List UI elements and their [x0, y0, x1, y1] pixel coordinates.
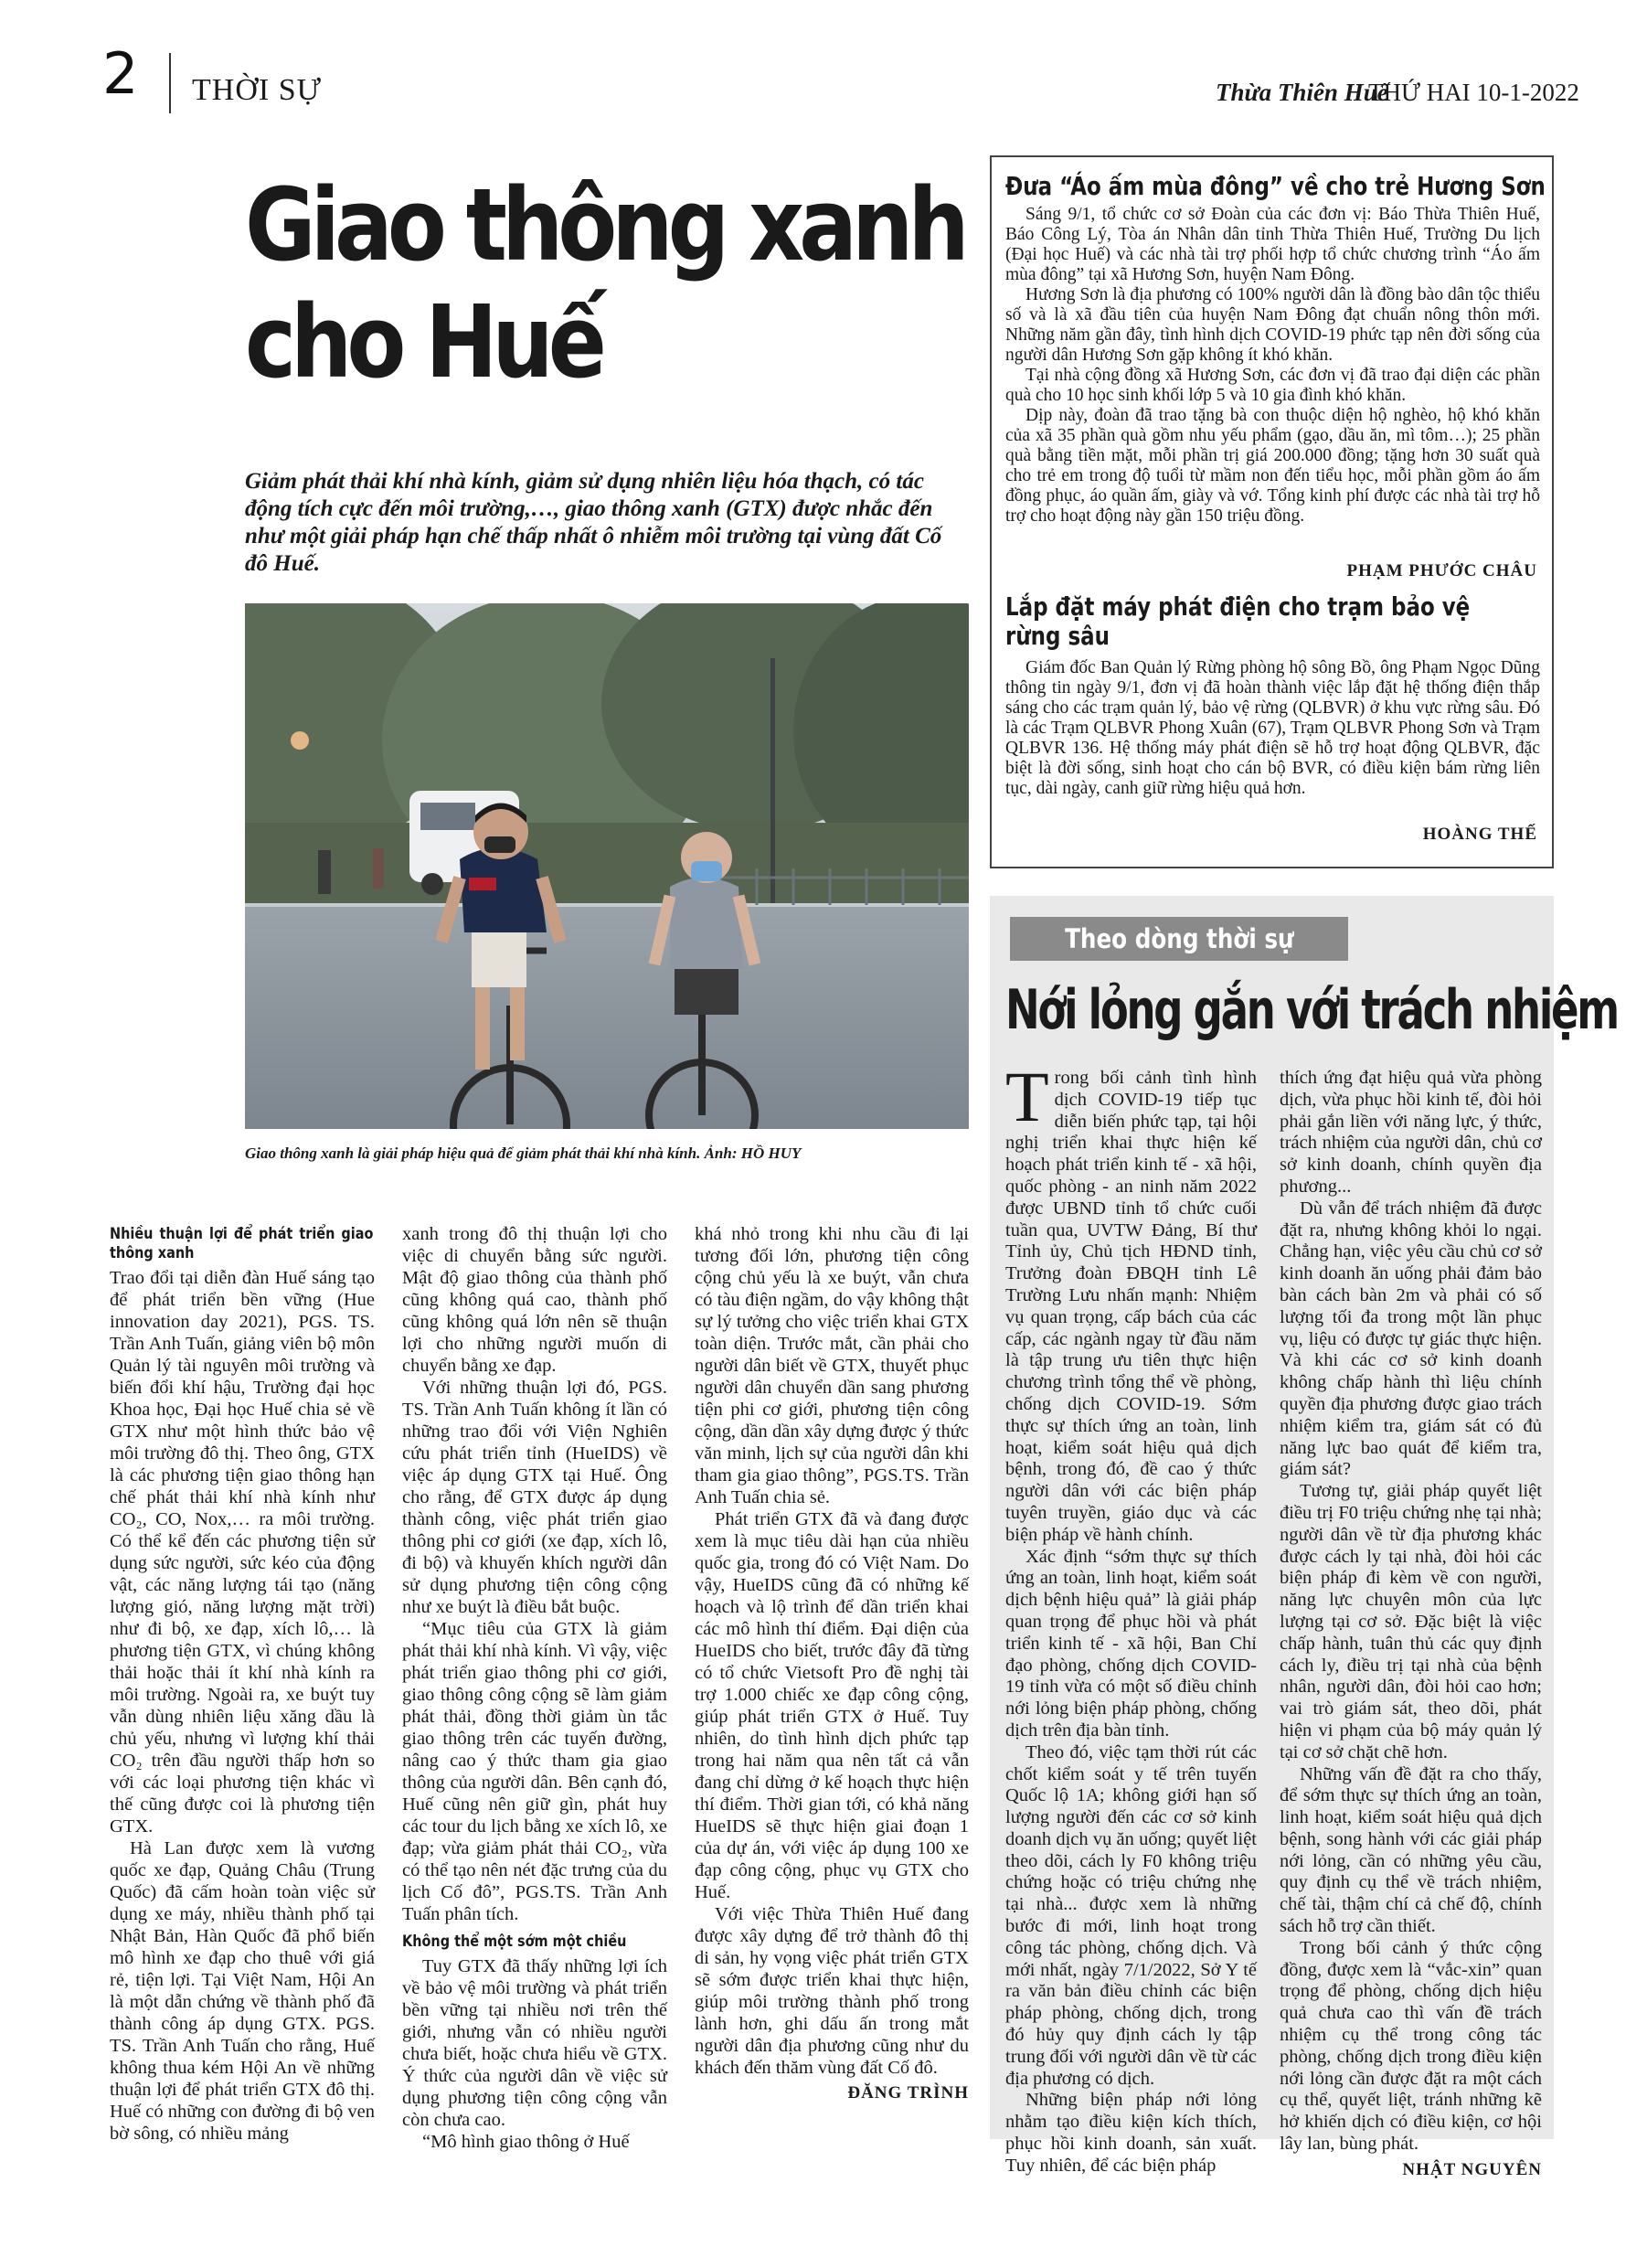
brief-2-title-line-1: Lắp đặt máy phát điện cho trạm bảo vệ — [1005, 591, 1471, 622]
subhead-2: Không thể một sớm một chiều — [402, 1933, 627, 1951]
photo-caption: Giao thông xanh là giải pháp hiệu quả để giảm phát thải khí nhà kính. Ảnh: HỒ HUY — [245, 1145, 802, 1162]
brief-2-title — [1005, 592, 1470, 651]
header-divider — [169, 53, 171, 113]
paragraph: thích ứng đạt hiệu quả vừa phòng dịch, vừa phục hồi kinh tế, đòi hỏi phải gắn liền với năng lực, ý thức, trách nhiệm của người dân, chủ cơ sở kinh doanh, chính quyền địa phương... — [1280, 1068, 1542, 1197]
article-column-3 — [695, 1223, 969, 2104]
paragraph: Hương Sơn là địa phương có 100% người dân là đồng bào dân tộc thiểu số và là xã đầu tiên của huyện Nam Đông đạt chuẩn nông thôn mới. Những năm gần đây, tình hình dịch COVID-19 phức tạp nên đời sống của người dân Hương Sơn gặp không ít khó khăn. — [1005, 285, 1540, 365]
paragraph: Phát triển GTX đã và đang được xem là mục tiêu dài hạn của nhiều quốc gia, trong đó có Việt Nam. Do vậy, HueIDS cũng đã có những kế hoạch và lộ trình để dần triển khai các mô hình thí điểm. Đại diện của HueIDS cho biết, trước đây đã từng có tổ chức Vietsoft Pro đề nghị tài trợ 1.000 chiếc xe đạp công cộng, giúp phát triển GTX ở Huế. Tuy nhiên, do tình hình dịch phức tạp trong hai năm qua nên tất cả vẫn đang chỉ dừng ở kế hoạch thực hiện thí điểm. Thời gian tới, có khả năng HueIDS sẽ thực hiện giai đoạn 1 của dự án, với việc áp dụng 100 xe đạp công cộng, phục vụ GTX cho Huế. — [695, 1509, 969, 1902]
paragraph: Tại nhà cộng đồng xã Hương Sơn, các đơn vị đã trao đại diện các phần quà cho 10 học sinh khối lớp 5 và 10 gia đình khó khăn. — [1005, 366, 1540, 405]
paragraph: Giám đốc Ban Quản lý Rừng phòng hộ sông Bồ, ông Phạm Ngọc Dũng thông tin ngày 9/1, đơn vị đã hoàn thành việc lắp đặt hệ thống điện thắp sáng cho các trạm quản lý, bảo vệ rừng (QLBVR) ở khu vực rừng sâu. Đó là các Trạm QLBVR Phong Xuân (67), Trạm QLBVR Phong Sơn và Trạm QLBVR 136. Hệ thống máy phát điện sẽ hỗ trợ hoạt động QLBVR, đặc biệt là đời sống, sinh hoạt cho cán bộ BVR, có điều kiện bám rừng liên tục, dài ngày, canh giữ rừng hiệu quả hơn. — [1005, 658, 1540, 798]
main-headline — [245, 166, 964, 400]
paragraph: Với việc Thừa Thiên Huế đang được xây dựng để trở thành đô thị di sản, hy vọng việc phát triển GTX sẽ sớm được triển khai thực hiện, giúp môi trường thành phố trong lành hơn, ghi dấu ấn trong mắt người dân địa phương cũng như du khách đến thăm vùng đất Cố đô. — [695, 1904, 969, 2078]
article-column-2 — [402, 1223, 667, 2153]
issue-date: THỨ HAI 10-1-2022 — [1368, 79, 1579, 106]
headline-line-1: Giao thông xanh — [245, 166, 964, 283]
brief-1-body — [1005, 205, 1540, 527]
photo-illustration — [245, 603, 969, 1129]
brief-2-title-line-2: rừng sâu — [1005, 621, 1110, 651]
paragraph: Những biện pháp nới lỏng nhằm tạo điều kiện kích thích, phục hồi kinh doanh, sản xuất. Tuy nhiên, để các biện pháp — [1005, 2090, 1257, 2176]
opinion-byline: NHẬT NGUYÊN — [1402, 2159, 1542, 2179]
paragraph: Dù vẫn để trách nhiệm đã được đặt ra, nhưng không khỏi lo ngại. Chẳng hạn, việc yêu cầu chủ cơ sở kinh doanh ăn uống phải đảm bảo bàn cách bàn 2m và phải có số lượng tối đa trong một lần phục vụ, liệu có được tự giác thực hiện. Và khi các cơ sở kinh doanh không chấp hành thì liệu chính quyền địa phương được giao trách nhiệm kiểm tra, giám sát có đủ năng lực bao quát để kiểm tra, giám sát? — [1280, 1198, 1542, 1480]
headline-line-2: cho Huế — [245, 283, 601, 400]
section-name: THỜI SỰ — [192, 73, 322, 107]
subhead-1: Nhiều thuận lợi để phát triển giao thông xanh — [110, 1225, 374, 1262]
paragraph: “Mô hình giao thông ở Huế — [422, 2132, 630, 2152]
brief-1-title: Đưa “Áo ấm mùa đông” về cho trẻ Hương Sơn — [1005, 171, 1546, 201]
article-column-1 — [110, 1223, 375, 2145]
paragraph: Dịp này, đoàn đã trao tặng bà con thuộc diện hộ nghèo, hộ khó khăn của xã 35 phần quà gồm nhu yếu phẩm (gạo, dầu ăn, mì tôm…); 25 phần quà bằng tiền mặt, mỗi phần trị giá 200.000 đồng; tặng hơn 30 suất quà cho trẻ em trong độ tuổi từ mầm non đến tiểu học, mỗi phần gồm áo ấm đồng phục, áo quần ấm, giày và vớ. Tổng kinh phí được các nhà tài trợ hỗ trợ cho hoạt động này gần 150 triệu đồng. — [1005, 406, 1540, 526]
paragraph: Tương tự, giải pháp quyết liệt điều trị F0 triệu chứng nhẹ tại nhà; người dân về từ địa phương khác được cách ly tại nhà, đòi hỏi các biện pháp đi kèm về con người, năng lực chuyên môn của lực lượng tại cơ sở. Đặc biệt là việc chấp hành, tuân thủ các quy định cách ly, điều trị tại nhà của bệnh nhân, người dân, đòi hỏi cao hơn; vai trò giám sát, theo dõi, phát hiện vi phạm của bộ máy quản lý tại cơ sở chặt chẽ hơn. — [1280, 1481, 1542, 1762]
paragraph: Sáng 9/1, tổ chức cơ sở Đoàn của các đơn vị: Báo Thừa Thiên Huế, Báo Công Lý, Tòa án Nhân dân tỉnh Thừa Thiên Huế, Trường Du lịch (Đại học Huế) và các nhà tài trợ phối hợp tổ chức chương trình “Áo ấm mùa đông” tại xã Hương Sơn, huyện Nam Đông. — [1005, 205, 1540, 284]
opinion-tag-label: Theo dòng thời sự — [1064, 923, 1294, 954]
paragraph: Tuy GTX đã thấy những lợi ích về bảo vệ môi trường và phát triển bền vững tại nhiều nơi trên thế giới, nhưng vẫn có nhiều người chưa biết, hoặc chưa hiểu về GTX. Ý thức của người dân về việc sử dụng phương tiện công cộng vẫn còn chưa cao. — [402, 1956, 667, 2130]
opinion-tag — [1010, 917, 1348, 961]
lead-text: rong bối cảnh tình hình dịch COVID-19 tiếp tục diễn biến phức tạp, tại hội nghị triển khai thực hiện kế hoạch phát triển kinh tế - xã hội, quốc phòng - an ninh năm 2022 được UBND tỉnh tổ chức cuối tuần qua, UVTW Đảng, Bí thư Tỉnh ủy, Chủ tịch HĐND tỉnh, Trưởng đoàn ĐBQH tỉnh Lê Trường Lưu nhấn mạnh: Nhiệm vụ quan trọng, cấp bách của các cấp, các ngành ngay từ đầu năm là tập trung ưu tiên thực hiện chương trình tổng thể về phòng, chống dịch COVID-19. Sớm thực sự thích ứng an toàn, linh hoạt, kiểm soát hiệu quả dịch bệnh, trong đó, đề cao ý thức người dân với các biện pháp tuyên truyền, giáo dục và các biện pháp về hành chính. — [1005, 1068, 1257, 1545]
paragraph: Những vấn đề đặt ra cho thấy, để sớm thực sự thích ứng an toàn, linh hoạt, kiểm soát hiệu quả dịch bệnh, song hành với các giải pháp nới lỏng, cần có những yêu cầu, quy định cụ thể về trách nhiệm, chế tài, thậm chí cả chế độ, chính sách hỗ trợ cần thiết. — [1280, 1763, 1542, 1937]
brief-2-body — [1005, 658, 1540, 799]
opinion-column-right — [1280, 1068, 1542, 2181]
paragraph: “Mục tiêu của GTX là giảm phát thải khí nhà kính. Vì vậy, việc phát triển giao thông phi cơ giới, giao thông công cộng sẽ làm giảm phát thải, đồng thời giảm ùn tắc giao thông trên các tuyến đường, nâng cao ý thức tham gia giao thông của người dân. Bên cạnh đó, Huế cũng nên giữ gìn, phát huy các tour du lịch bằng xe xích lô, xe đạp; vừa giảm phát thải CO₂, vừa có thể tạo nên nét đặc trưng của du lịch Cố đô”, PGS.TS. Trần Anh Tuấn phân tích. — [402, 1619, 667, 1924]
opinion-column-left — [1005, 1057, 1257, 2177]
drop-cap: T — [1005, 1057, 1049, 1136]
newspaper-name: Thừa Thiên Huế — [1216, 79, 1388, 106]
paragraph: xanh trong đô thị thuận lợi cho việc di chuyển bằng sức người. Mật độ giao thông của thành phố cũng không quá cao, thành phố cũng không quá lớn nên sẽ thuận lợi cho những người muốn di chuyển bằng xe đạp. — [402, 1224, 667, 1376]
paragraph: Theo đó, việc tạm thời rút các chốt kiểm soát y tế trên tuyến Quốc lộ 1A; không giới hạn số lượng người đến các cơ sở kinh doanh dịch vụ ăn uống; quyết liệt theo dõi, cách ly F0 không triệu chứng hoặc có triệu chứng nhẹ tại nhà... được xem là những bước đi mới, linh hoạt trong công tác phòng, chống dịch. Và mới nhất, ngày 7/1/2022, Sở Y tế ra văn bản điều chỉnh các biện pháp phòng, chống dịch, trong đó hủy quy định cách ly tập trung đối với người dân về từ các địa phương có dịch. — [1005, 1741, 1257, 2089]
article-lead: Giảm phát thải khí nhà kính, giảm sử dụng nhiên liệu hóa thạch, có tác động tích cực đến môi trường,…, giao thông xanh (GTX) được nhắc đến như một giải pháp hạn chế thấp nhất ô nhiễm môi trường tại vùng đất Cố đô Huế. — [245, 469, 942, 576]
page-number: 2 — [102, 40, 139, 107]
paragraph — [1005, 1057, 1257, 1547]
paragraph: khá nhỏ trong khi nhu cầu đi lại tương đối lớn, phương tiện công cộng chủ yếu là xe buýt, vẫn chưa có tàu điện ngầm, do vậy không thật sự lý tưởng cho việc triển khai GTX toàn diện. Trước mắt, cần phải cho người dân biết về GTX, thuyết phục người dân chuyển dần sang phương tiện phi cơ giới, phương tiện công cộng, dần dần xây dựng được ý thức văn minh, lịch sự của người dân khi tham gia giao thông”, PGS.TS. Trần Anh Tuấn chia sẻ. — [695, 1224, 969, 1507]
paragraph: Hà Lan được xem là vương quốc xe đạp, Quảng Châu (Trung Quốc) đã cấm hoàn toàn việc sử dụng xe máy, nhiều thành phố tại Nhật Bản, Hàn Quốc đã phổ biến mô hình xe đạp cho thuê với giá rẻ, tiện lợi. Tại Việt Nam, Hội An là một dẫn chứng về thành phố đã thành công áp dụng GTX. PGS. TS. Trần Anh Tuấn cho rằng, Huế không thua kém Hội An về những thuận lợi để phát triển GTX đô thị. Huế có những con đường đi bộ ven bờ sông, có nhiều mảng — [110, 1838, 375, 2144]
cyclists-photo — [245, 603, 969, 1129]
paragraph: Với những thuận lợi đó, PGS. TS. Trần Anh Tuấn không ít lần có những trao đổi với Viện Nghiên cứu phát triển tỉnh (HueIDS) về việc áp dụng GTX tại Huế. Ông cho rằng, để GTX được áp dụng thành công, việc phát triển giao thông phi cơ giới (xe đạp, xích lô, đi bộ) và khuyến khích người dân sử dụng phương tiện công cộng như xe buýt là điều bắt buộc. — [402, 1378, 667, 1617]
opinion-title: Nới lỏng gắn với trách nhiệm — [1005, 978, 1618, 1042]
brief-1-byline: PHẠM PHƯỚC CHÂU — [1346, 561, 1537, 580]
paragraph: Trao đổi tại diễn đàn Huế sáng tạo để phát triển bền vững (Hue innovation day 2021), PGS. TS. Trần Anh Tuấn, giảng viên bộ môn Quản lý tài nguyên môi trường và biến đổi khí hậu, Trường đại học Khoa học, Đại học Huế chia sẻ về GTX như một hình thức bảo vệ môi trường đô thị. Theo ông, GTX là các phương tiện giao thông hạn chế phát thải khí nhà kính như CO₂, CO, Nox,… ra môi trường. Có thể kể đến các phương tiện sử dụng sức người, sức kéo của động vật, các năng lượng tái tạo (năng lượng gió, năng lượng mặt trời) như đi bộ, xe đạp, xích lô,… là phương tiện GTX, vì chúng không thải hoặc thải ít khí nhà kính ra môi trường. Ngoài ra, xe buýt tuy vẫn dùng nhiên liệu xăng dầu là chủ yếu, nhưng vì lượng khí thải CO₂ trên đầu người thấp hơn so với các loại phương tiện khác vì thế cũng được coi là phương tiện GTX. — [110, 1268, 375, 1837]
brief-2-byline: HOÀNG THẾ — [1422, 825, 1537, 844]
paragraph: Xác định “sớm thực sự thích ứng an toàn, linh hoạt, kiểm soát dịch bệnh hiệu quả” là giải pháp quan trọng để phục hồi và phát triển kinh tế - xã hội, Ban Chỉ đạo phòng, chống dịch COVID-19 tỉnh vừa có một số điều chỉnh nới lỏng biện pháp phòng, chống dịch trên địa bàn tỉnh. — [1005, 1546, 1257, 1741]
article-byline: ĐĂNG TRÌNH — [847, 2083, 969, 2103]
paragraph: Trong bối cảnh ý thức cộng đồng, được xem là “vắc-xin” quan trọng để phòng, chống dịch hiệu quả chưa cao thì vấn đề trách nhiệm cụ thể trong công tác phòng, chống dịch trong điều kiện nới lỏng cần được đặt ra một cách cụ thể, quyết liệt, tránh những kẽ hở khiến dịch có điều kiện, cơ hội lây lan, bùng phát. — [1280, 1937, 1542, 2155]
